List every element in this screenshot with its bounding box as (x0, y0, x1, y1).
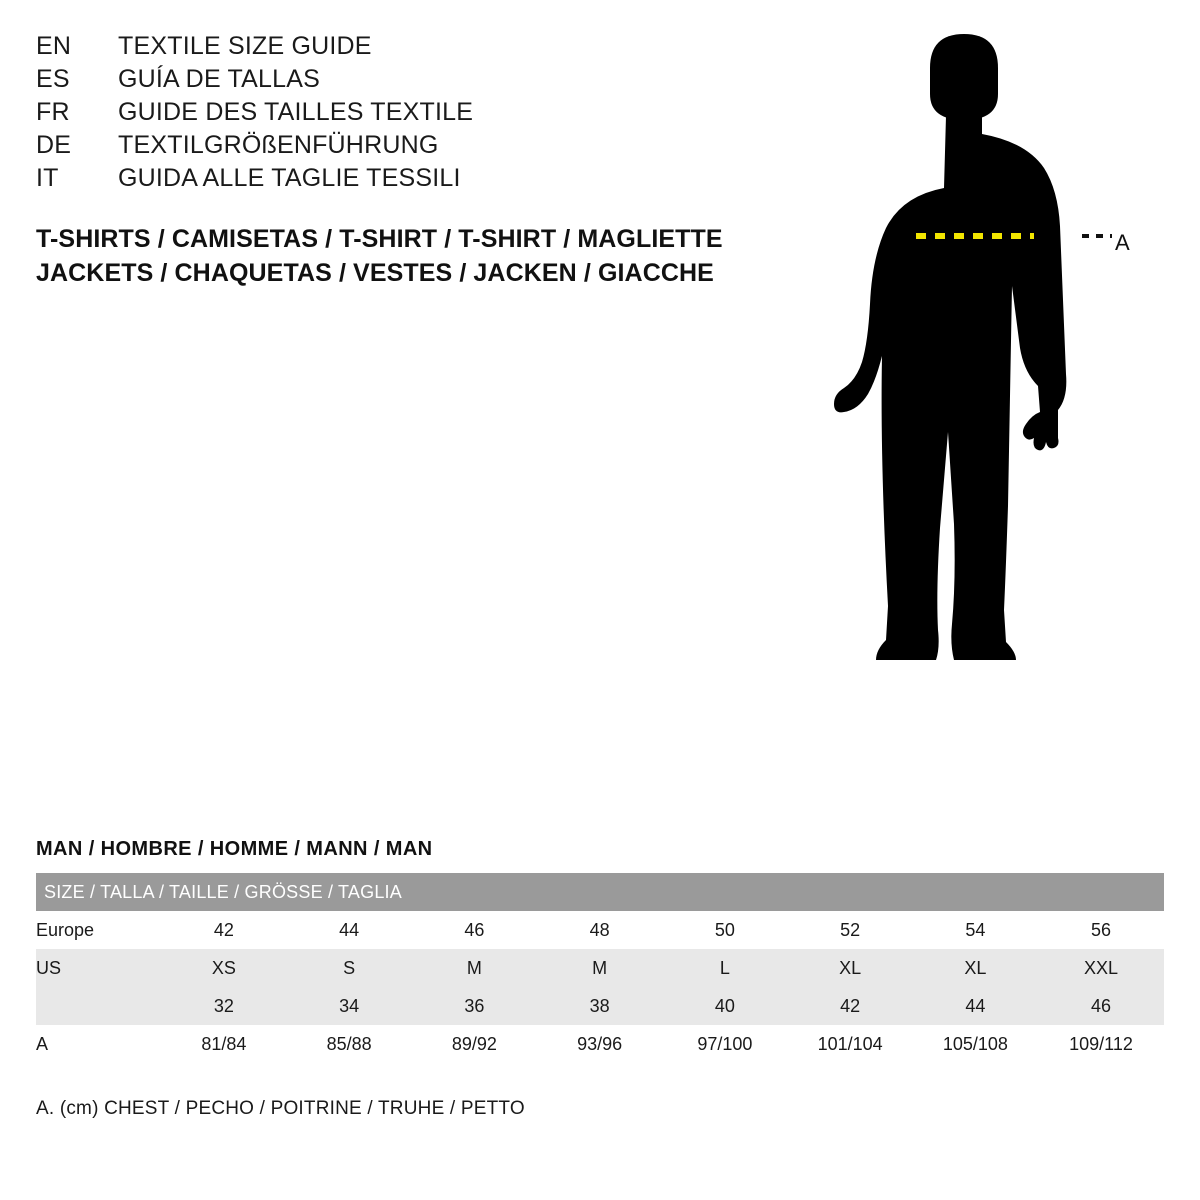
cell: XXL (1038, 949, 1164, 987)
cell: 81/84 (161, 1025, 286, 1063)
table-row (36, 911, 1164, 949)
cell: M (412, 949, 537, 987)
cell: 48 (537, 911, 662, 949)
language-row (36, 162, 736, 195)
cell: 93/96 (537, 1025, 662, 1063)
measure-label-a: A (1115, 230, 1130, 255)
cell: 54 (913, 911, 1038, 949)
language-row (36, 129, 736, 162)
language-code: DE (36, 131, 72, 159)
cell: 34 (287, 987, 412, 1025)
row-label: Europe (36, 911, 161, 949)
footnote: A. (cm) CHEST / PECHO / POITRINE / TRUHE / PETTO (36, 1098, 525, 1119)
cell: XS (161, 949, 286, 987)
cell: 44 (913, 987, 1038, 1025)
category-list (36, 222, 796, 290)
language-code: IT (36, 164, 59, 192)
cell: 36 (412, 987, 537, 1025)
row-label (36, 987, 161, 1025)
male-silhouette-icon (820, 20, 1180, 800)
language-list (36, 30, 736, 195)
cell: 97/100 (662, 1025, 787, 1063)
size-table (36, 873, 1164, 1063)
language-row (36, 30, 736, 63)
language-code: ES (36, 65, 70, 93)
cell: 52 (788, 911, 913, 949)
language-text: GUIDE DES TAILLES TEXTILE (118, 98, 474, 126)
table-section-title: MAN / HOMBRE / HOMME / MANN / MAN (36, 838, 433, 860)
size-table-section (36, 838, 1164, 1063)
table-row (36, 987, 1164, 1025)
table-row (36, 949, 1164, 987)
language-code: FR (36, 98, 70, 126)
cell: 89/92 (412, 1025, 537, 1063)
cell: 42 (161, 911, 286, 949)
cell: 50 (662, 911, 787, 949)
language-text: GUIDA ALLE TAGLIE TESSILI (118, 164, 461, 192)
language-row (36, 63, 736, 96)
category-jackets: JACKETS / CHAQUETAS / VESTES / JACKEN / GIACCHE (36, 259, 714, 287)
language-text: GUÍA DE TALLAS (118, 65, 320, 93)
language-row (36, 96, 736, 129)
cell: 44 (287, 911, 412, 949)
language-text: TEXTILGRÖßENFÜHRUNG (118, 131, 439, 159)
cell: 85/88 (287, 1025, 412, 1063)
cell: 46 (1038, 987, 1164, 1025)
category-tshirts: T-SHIRTS / CAMISETAS / T-SHIRT / T-SHIRT / MAGLIETTE (36, 225, 723, 253)
table-header-label: SIZE / TALLA / TAILLE / GRÖSSE / TAGLIA (36, 873, 1164, 911)
cell: 109/112 (1038, 1025, 1164, 1063)
row-label: A (36, 1025, 161, 1063)
cell: L (662, 949, 787, 987)
cell: 38 (537, 987, 662, 1025)
cell: 56 (1038, 911, 1164, 949)
table-header-row (36, 873, 1164, 911)
cell: 42 (788, 987, 913, 1025)
cell: 105/108 (913, 1025, 1038, 1063)
language-text: TEXTILE SIZE GUIDE (118, 32, 372, 60)
body-figure (820, 20, 1180, 800)
cell: 40 (662, 987, 787, 1025)
cell: 46 (412, 911, 537, 949)
row-label: US (36, 949, 161, 987)
language-code: EN (36, 32, 72, 60)
table-row (36, 1025, 1164, 1063)
cell: XL (788, 949, 913, 987)
cell: S (287, 949, 412, 987)
cell: XL (913, 949, 1038, 987)
cell: 101/104 (788, 1025, 913, 1063)
cell: 32 (161, 987, 286, 1025)
cell: M (537, 949, 662, 987)
